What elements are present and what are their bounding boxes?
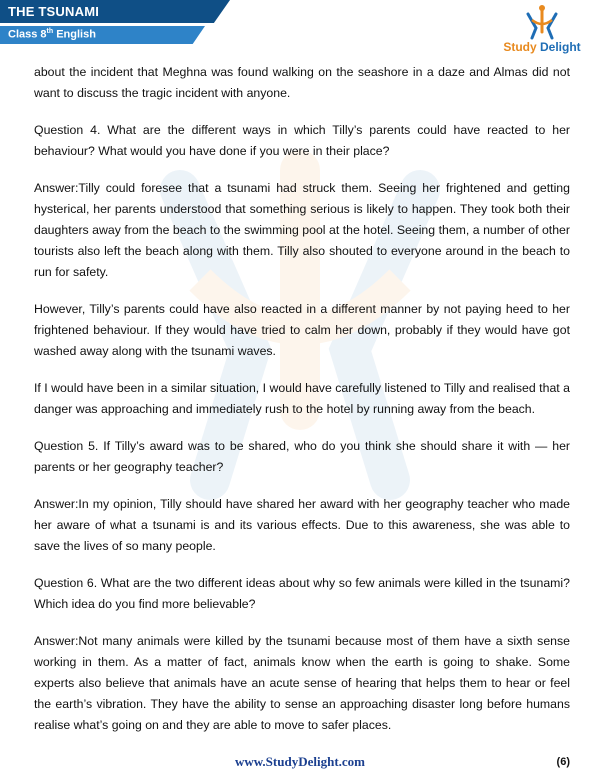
class-label bbox=[8, 28, 96, 41]
study-delight-logo bbox=[502, 4, 582, 60]
chapter-title: THE TSUNAMI bbox=[8, 4, 100, 19]
answer-4-part-1: Answer:Tilly could foresee that a tsunami had struck them. Seeing her frightened and getting hysterical, her parents understood that something serious is likely to happen. They took both their daughters away from the beach to the swimming pool at the hotel. Seeing them, a number of other tourists also left the beach along with them. Tilly also shouted to everyone around in the beach to run for safety. bbox=[34, 181, 570, 279]
question-5: Question 5. If Tilly’s award was to be shared, who do you think she should share it with — her parents or her geography teacher? bbox=[34, 439, 570, 474]
question-4: Question 4. What are the different ways in which Tilly’s parents could have reacted to her behaviour? What would you have done if you were in their place? bbox=[34, 123, 570, 158]
footer-website-link[interactable]: www.StudyDelight.com bbox=[234, 754, 365, 769]
logo-word-delight: Delight bbox=[536, 40, 581, 54]
page-number: (6) bbox=[556, 756, 570, 768]
page-body bbox=[34, 62, 570, 752]
class-suffix: th bbox=[46, 28, 54, 35]
answer-4-part-3: If I would have been in a similar situation, I would have carefully listened to Tilly and realised that a danger was approaching and immediately rush to the hotel by running away from the beach. bbox=[34, 381, 570, 416]
class-subject: English bbox=[53, 28, 96, 41]
answer-4-part-2: However, Tilly’s parents could have also reacted in a different manner by not paying heed to her frightened behaviour. If they would have tried to calm her down, probably if they would have got washed away along with the tsunami waves. bbox=[34, 302, 570, 358]
class-prefix: Class 8 bbox=[8, 28, 47, 41]
paragraph-continuation: about the incident that Meghna was found walking on the seashore in a daze and Almas did not want to discuss the tragic incident with anyone. bbox=[34, 65, 570, 100]
question-6: Question 6. What are the two different ideas about why so few animals were killed in the tsunami? Which idea do you find more believable? bbox=[34, 576, 570, 611]
logo-figure-icon bbox=[522, 4, 562, 42]
answer-5: Answer:In my opinion, Tilly should have shared her award with her geography teacher who made her aware of what a tsunami is and its various effects. Due to this awareness, she was able to save the lives of so many people. bbox=[34, 497, 570, 553]
logo-word-study: Study bbox=[503, 40, 537, 54]
logo-text bbox=[502, 40, 582, 54]
answer-6: Answer:Not many animals were killed by the tsunami because most of them have a sixth sense working in them. As a matter of fact, animals know when the earth is going to shake. Some experts also believe that animals have an acute sense of hearing that helps them to hear or feel the earth’s vibration. They have the ability to sense an approaching disaster long before humans realise what’s going on and they are able to move to safer places. bbox=[34, 634, 570, 732]
